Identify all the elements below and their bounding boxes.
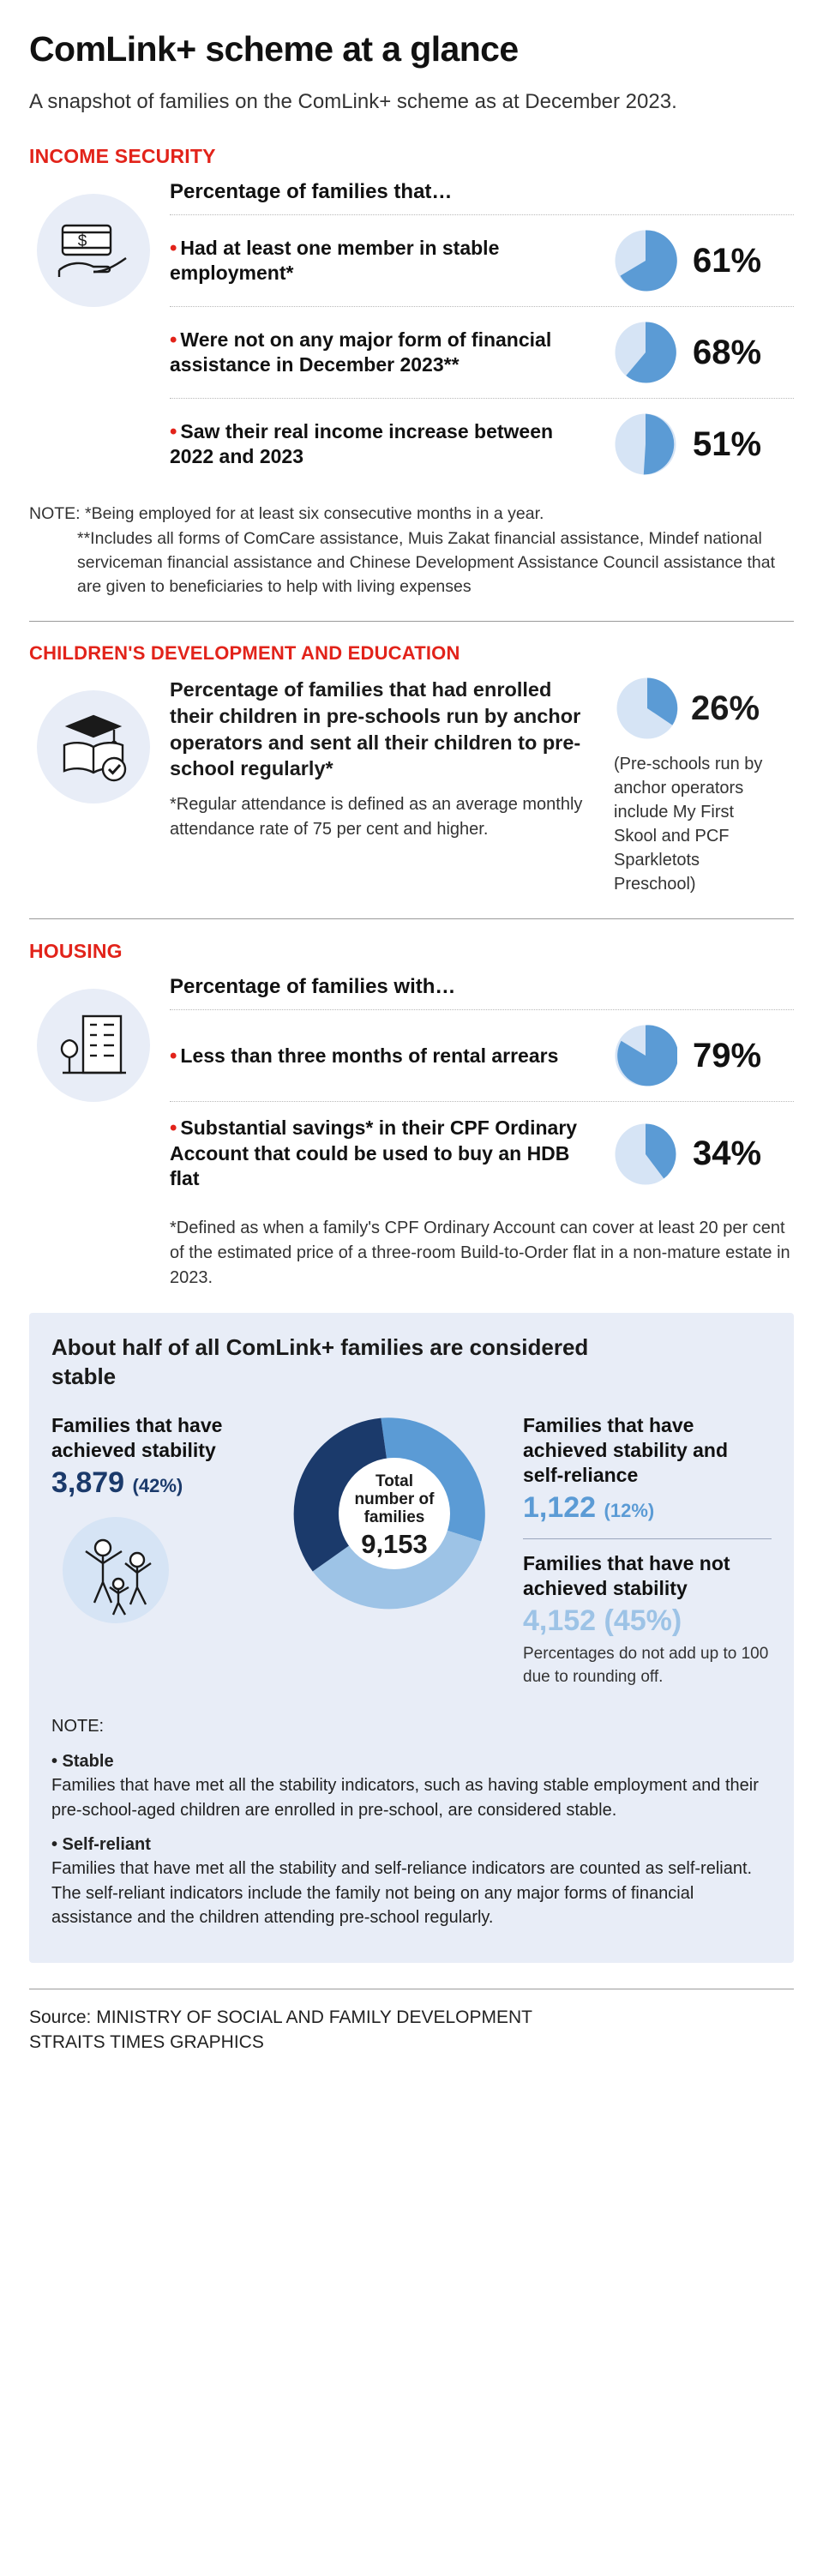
legend-label-selfreliance: Families that have achieved stability and self-reliance — [523, 1414, 729, 1487]
children-stat-percent: 26% — [691, 689, 760, 727]
income-lead-in: Percentage of families that… — [170, 180, 453, 204]
section-label-income-security: INCOME SECURITY — [29, 145, 216, 168]
note-body-selfreliant: Families that have met all the stability and self-reliance indicators are counted as self-reliant. The self-reliant indicators include the family not being on any major forms of financial assistance and the children attending pre-school regularly. — [51, 1859, 753, 1928]
legend-label-not-achieved: Families that have not achieved stability — [523, 1552, 730, 1600]
stat-percent: 79% — [693, 1036, 762, 1074]
pie-chart-79 — [612, 1024, 679, 1087]
rounding-note: Percentages do not add up to 100 due to rounding off. — [523, 1645, 769, 1686]
children-footnote: *Regular attendance is defined as an average monthly attendance rate of 75 per cent and higher. — [170, 794, 583, 839]
legend-value-stability: 3,879 (42%) — [51, 1466, 183, 1500]
stat-row — [170, 306, 794, 398]
pie-chart-68 — [612, 321, 679, 384]
children-side-note: (Pre-schools run by anchor operators include My First Skool and PCF Sparkletots Preschool) — [614, 755, 763, 894]
pie-chart-26 — [614, 677, 681, 740]
divider — [29, 918, 794, 919]
stat-row — [170, 398, 794, 490]
note-body-stable: Families that have met all the stability indicators, such as having stable employment and their pre-school-aged children are enrolled in pre-school, are considered stable. — [51, 1776, 759, 1820]
stat-row — [170, 214, 794, 306]
stat-label: • Saw their real income increase between 2022 and 2023 — [170, 419, 554, 468]
legend-value-not-achieved: 4,152 (45%) — [523, 1604, 682, 1638]
donut-center-label: Total number of families 9,153 — [354, 1472, 435, 1559]
pie-chart-51 — [612, 412, 679, 476]
legend-label-stability: Families that have achieved stability — [51, 1414, 223, 1462]
bullet-icon: • — [170, 236, 177, 260]
housing-footnote: *Defined as when a family's CPF Ordinary Account can cover at least 20 per cent of the estimated price of a three-room Build-to-Order flat in a non-mature estate in 2023. — [170, 1218, 790, 1287]
donut-chart — [287, 1406, 502, 1625]
panel-notes — [51, 1714, 772, 1929]
graduation-book-icon — [37, 690, 150, 803]
icon-column — [29, 677, 158, 803]
icon-column — [29, 975, 158, 1102]
stat-percent: 68% — [693, 333, 762, 371]
panel-title: About half of all ComLink+ families are considered stable — [51, 1333, 589, 1389]
section-income-security — [29, 145, 794, 599]
page-subtitle: A snapshot of families on the ComLink+ scheme as at December 2023. — [29, 90, 677, 113]
stat-label: • Had at least one member in stable employment* — [170, 236, 500, 285]
stat-percent: 61% — [693, 241, 762, 280]
svg-text:$: $ — [77, 232, 87, 251]
pie-chart-61 — [612, 229, 679, 292]
housing-lead-in: Percentage of families with… — [170, 975, 456, 999]
divider — [29, 621, 794, 622]
stat-row — [170, 1009, 794, 1101]
stat-percent: 34% — [693, 1135, 762, 1173]
income-note: NOTE: *Being employed for at least six consecutive months in a year. **Includes all forms of ComCare assistance, Muis Zakat financial assistance, Mindef national serviceman financial assistance and Chinese Development Assistance Council assistance that are given to beneficiaries to help with living expenses — [29, 504, 776, 597]
section-housing — [29, 940, 794, 1290]
legend-stability-selfreliance — [523, 1413, 772, 1525]
legend-value-selfreliance: 1,122 (12%) — [523, 1491, 655, 1525]
building-tree-icon — [37, 989, 150, 1102]
pie-chart-34 — [612, 1122, 679, 1186]
bullet-icon: • — [170, 419, 177, 443]
source-credit — [29, 1989, 794, 2055]
icon-column — [29, 180, 158, 307]
panel-notes-heading: NOTE: — [51, 1717, 105, 1736]
stat-label: • Substantial savings* in their CPF Ordinary Account that could be used to buy an HDB flat — [170, 1116, 578, 1190]
source-line-2: STRAITS TIMES GRAPHICS — [29, 2031, 264, 2052]
bullet-icon: • — [170, 328, 177, 352]
family-celebrating-icon — [51, 1514, 266, 1629]
note-head-stable: • Stable — [51, 1751, 114, 1771]
children-stat-label: Percentage of families that had enrolled their children in pre-schools run by anchor operators and sent all their children to pre-school regularly* — [170, 678, 581, 780]
section-children-development — [29, 642, 794, 896]
note-head-selfreliant: • Self-reliant — [51, 1834, 151, 1854]
stat-percent: 51% — [693, 424, 762, 463]
stat-row — [170, 1101, 794, 1205]
page-title: ComLink+ scheme at a glance — [29, 29, 519, 69]
stat-label: • Were not on any major form of financial assistance in December 2023** — [170, 328, 552, 376]
bullet-icon: • — [170, 1044, 177, 1068]
legend-not-achieved — [523, 1538, 772, 1688]
section-label-housing: HOUSING — [29, 940, 123, 963]
hand-holding-money-icon — [37, 194, 150, 307]
section-label-children: CHILDREN'S DEVELOPMENT AND EDUCATION — [29, 642, 460, 665]
stability-panel — [29, 1313, 794, 1963]
stat-label: • Less than three months of rental arrears — [170, 1044, 559, 1068]
bullet-icon: • — [170, 1116, 177, 1141]
source-line-1: Source: MINISTRY OF SOCIAL AND FAMILY DEVELOPMENT — [29, 2007, 532, 2027]
